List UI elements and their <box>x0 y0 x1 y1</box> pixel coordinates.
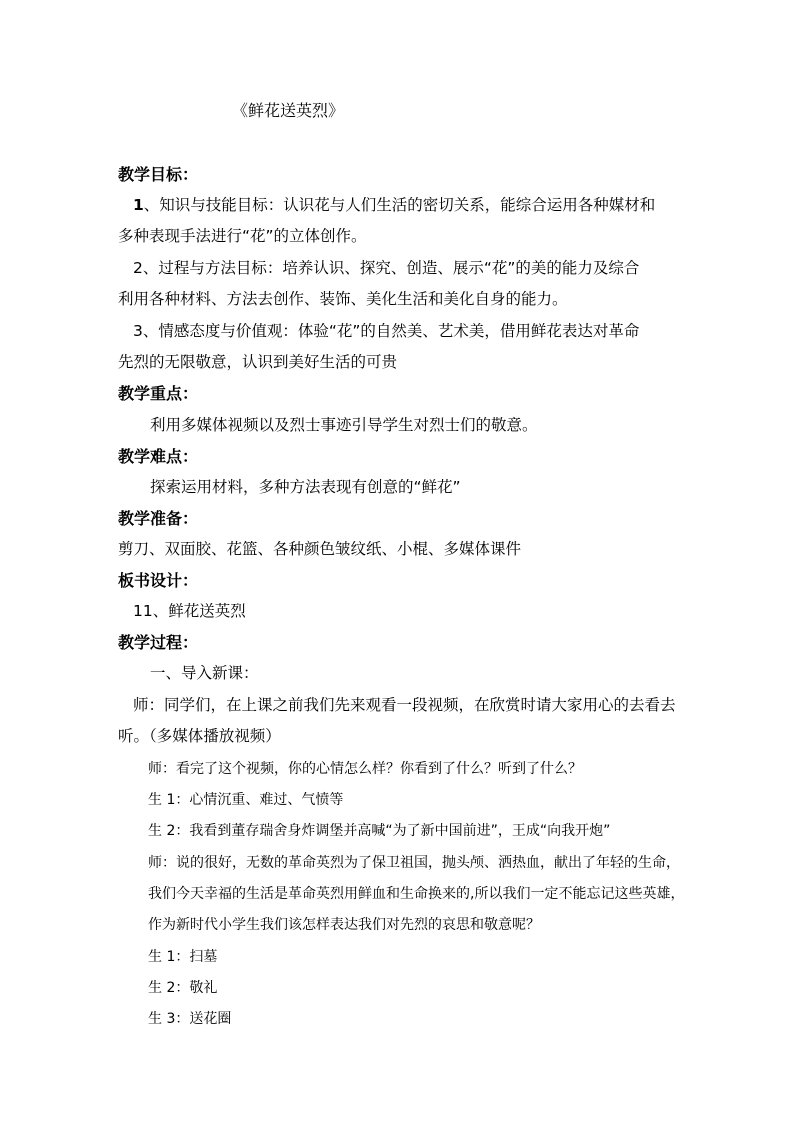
key-points-heading: 教学重点： <box>118 384 199 403</box>
document-title: 《鲜花送英烈》 <box>232 101 345 120</box>
teacher-line-3a: 师：说的很好，无数的革命英烈为了保卫祖国，抛头颅、洒热血，献出了年轻的生命， <box>148 855 680 871</box>
answer-line-3: 生 3：送花圈 <box>148 1011 232 1027</box>
teacher-line-3c: 作为新时代小学生我们该怎样表达我们对先烈的哀思和敬意呢？ <box>148 917 540 933</box>
student-line-2: 生 2：我看到董存瑞舍身炸调堡并高喊“为了新中国前进”，王成“向我开炮” <box>148 823 611 839</box>
preparation-text: 剪刀、双面胶、花篮、各种颜色皱纹纸、小棍、多媒体课件 <box>118 540 522 558</box>
teacher-line-3b: 我们今天幸福的生活是革命英烈用鲜血和生命换来的,所以我们一定不能忘记这些英雄， <box>148 886 685 902</box>
objective-3-line-1: 3、情感态度与价值观：体验“花”的自然美、艺术美，借用鲜花表达对革命 <box>133 322 640 340</box>
objective-1-number: 1 <box>133 196 144 214</box>
difficulties-heading: 教学难点： <box>118 447 199 466</box>
objectives-heading: 教学目标： <box>118 165 199 184</box>
teacher-line-1a: 师：同学们，在上课之前我们先来观看一段视频，在欣赏时请大家用心的去看去 <box>133 696 676 714</box>
objective-1-text: 、知识与技能目标：认识花与人们生活的密切关系，能综合运用各种媒材和 <box>143 196 656 214</box>
objective-2-line-2: 利用各种材料、方法去创作、装饰、美化生活和美化自身的能力。 <box>118 290 568 308</box>
answer-line-2: 生 2：敬礼 <box>148 980 218 996</box>
key-points-text: 利用多媒体视频以及烈士事迹引导学生对烈士们的敬意。 <box>150 416 538 434</box>
preparation-heading: 教学准备： <box>118 509 199 528</box>
process-heading: 教学过程： <box>118 633 199 652</box>
process-step-1: 一、导入新课： <box>150 664 259 682</box>
objective-1-line-1 <box>133 198 655 214</box>
board-design-heading: 板书设计： <box>118 571 199 590</box>
objective-3-line-2: 先烈的无限敬意，认识到美好生活的可贵 <box>118 353 398 371</box>
teacher-line-1b: 听。（多媒体播放视频） <box>118 727 281 745</box>
objective-1-line-2: 多种表现手法进行“花”的立体创作。 <box>118 227 367 245</box>
difficulties-text: 探索运用材料，多种方法表现有创意的“鲜花” <box>150 478 461 496</box>
teacher-line-2: 师：看完了这个视频，你的心情怎么样？你看到了什么？听到了什么？ <box>148 761 582 777</box>
objective-2-line-1: 2、过程与方法目标：培养认识、探究、创造、展示“花”的美的能力及综合 <box>133 259 640 277</box>
answer-line-1: 生 1：扫墓 <box>148 949 218 965</box>
board-design-text: 11、鲜花送英烈 <box>133 602 246 620</box>
student-line-1: 生 1：心情沉重、难过、气愤等 <box>148 792 344 808</box>
